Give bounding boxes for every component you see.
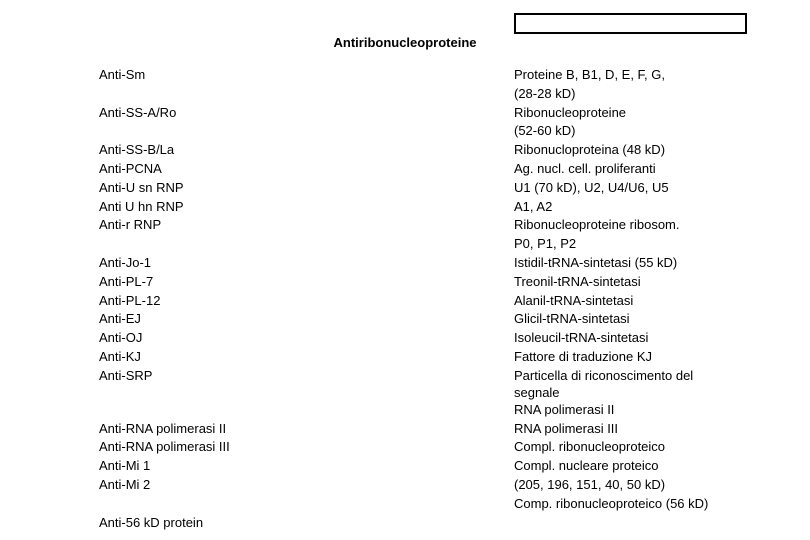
antibody-item: Anti-Mi 2 [99, 476, 151, 492]
antibody-item: Anti-Jo-1 [99, 254, 152, 270]
antibody-item: Anti-RNA polimerasi III [99, 439, 230, 455]
antibody-item: Anti-EJ [99, 311, 141, 327]
antibody-item: Anti-SRP [99, 367, 153, 383]
antibody-item: Anti-56 kD protein [99, 514, 204, 530]
antigen-item: (52-60 kD) [514, 123, 576, 139]
antibody-item: Anti-SS-A/Ro [99, 104, 177, 120]
antigen-item: U1 (70 kD), U2, U4/U6, U5 [514, 179, 669, 195]
antigen-item [514, 367, 708, 401]
antibody-item: Anti-RNA polimerasi II [99, 420, 227, 436]
page-title: Antiribonucleoproteine [333, 35, 477, 50]
antibody-item: Anti-r RNP [99, 217, 162, 233]
antigen-item: A1, A2 [514, 198, 553, 214]
antigen-item: Treonil-tRNA-sintetasi [514, 273, 641, 289]
antigen-item: RNA polimerasi III [514, 420, 619, 436]
antibody-item: Anti-OJ [99, 330, 143, 346]
empty-header-box [514, 13, 747, 34]
antigen-item: Ag. nucl. cell. proliferanti [514, 160, 656, 176]
antigen-item: Ribonucloproteina (48 kD) [514, 142, 666, 158]
antigen-item: Istidil-tRNA-sintetasi (55 kD) [514, 254, 678, 270]
antibody-item: Anti-SS-B/La [99, 142, 175, 158]
antigen-item: Glicil-tRNA-sintetasi [514, 311, 630, 327]
antigen-item: RNA polimerasi II [514, 401, 615, 417]
antibody-item: Anti U hn RNP [99, 198, 184, 214]
antigen-item: Isoleucil-tRNA-sintetasi [514, 330, 649, 346]
antigen-item: (205, 196, 151, 40, 50 kD) [514, 476, 666, 492]
antigen-item: P0, P1, P2 [514, 236, 577, 252]
antibody-item: Anti-PL-12 [99, 292, 161, 308]
antibody-column [99, 66, 230, 532]
antibody-item: Anti-Sm [99, 67, 146, 82]
antibody-item: Anti-Mi 1 [99, 458, 151, 474]
antigen-item: Compl. ribonucleoproteico [514, 439, 666, 455]
antibody-item: Anti-PL-7 [99, 273, 154, 289]
antigen-item-line: Particella di riconoscimento del [514, 367, 694, 383]
antigen-item: Proteine B, B1, D, E, F, G, [514, 67, 666, 82]
antibody-item: Anti-PCNA [99, 160, 162, 176]
antigen-item-line: segnale [514, 384, 560, 400]
antigen-item: Compl. nucleare proteico [514, 458, 659, 474]
antigen-item: Fattore di traduzione KJ [514, 348, 653, 364]
antigen-column [514, 66, 708, 514]
antibody-item: Anti-KJ [99, 348, 141, 364]
antibody-item: Anti-U sn RNP [99, 179, 184, 195]
antigen-item: Comp. ribonucleoproteico (56 kD) [514, 495, 709, 511]
antigen-item: (28-28 kD) [514, 85, 576, 101]
antigen-item: Ribonucleoproteine [514, 104, 627, 120]
antigen-item: Alanil-tRNA-sintetasi [514, 292, 634, 308]
antigen-item: Ribonucleoproteine ribosom. [514, 217, 680, 233]
